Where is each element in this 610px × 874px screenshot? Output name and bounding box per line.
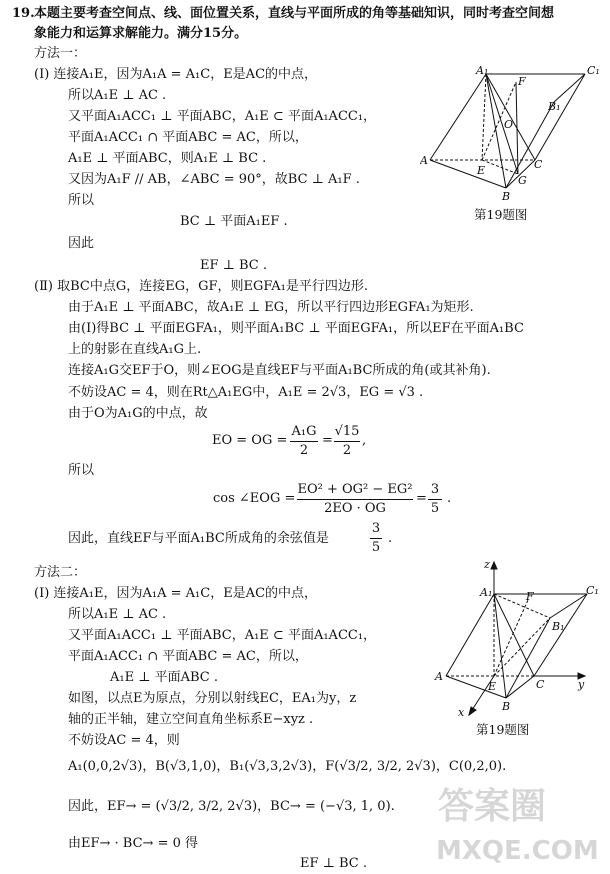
m2-line: 又平面A₁ACC₁ ⊥ 平面ABC，A₁E ⊂ 平面A₁ACC₁， xyxy=(68,628,377,643)
fig1-label-C1: C₁ xyxy=(587,64,600,77)
m1-line: EF ⊥ BC . xyxy=(200,258,268,273)
figure-1-prism xyxy=(420,58,610,220)
eq2-numerator: EO² + OG² − EG² xyxy=(297,482,413,497)
eq2-left: cos ∠EOG = xyxy=(213,491,296,506)
m1-line: A₁E ⊥ 平面ABC，则A₁E ⊥ BC . xyxy=(68,151,267,166)
m2-line: 不妨设AC = 4，则 xyxy=(68,733,180,748)
final-line: EF ⊥ BC . xyxy=(300,856,368,871)
eq1-comma: , xyxy=(362,433,367,448)
eq2-denominator2: 5 xyxy=(430,501,440,516)
m2-line: 轴的正半轴，建立空间直角坐标系E−xyz . xyxy=(68,712,314,727)
problem-intro-line1: 本题主要考查空间点、线、面位置关系，直线与平面所成的角等基础知识，同时考查空间想 xyxy=(34,6,555,21)
fig2-label-A: A xyxy=(435,670,443,683)
dot-product-line: 由EF→ · BC→ = 0 得 xyxy=(68,836,198,851)
fig1-label-A1: A₁ xyxy=(476,64,489,77)
fig2-label-B1: B₁ xyxy=(552,620,565,633)
m2-line: 所以A₁E ⊥ AC . xyxy=(68,607,167,622)
m2-line: A₁E ⊥ 平面ABC . xyxy=(110,670,218,685)
m1-part2-line: (Ⅱ) 取BC中点G，连接EG，GF，则EGFA₁是平行四边形. xyxy=(34,279,369,294)
eq2-denominator: 2EO · OG xyxy=(324,501,386,516)
m1-line: 又平面A₁ACC₁ ⊥ 平面ABC，A₁E ⊂ 平面A₁ACC₁， xyxy=(68,109,377,124)
m2-line: 平面A₁ACC₁ ∩ 平面ABC = AC，所以， xyxy=(68,649,308,664)
fig2-label-C: C xyxy=(536,678,545,691)
fraction-bar xyxy=(290,441,318,442)
m1-part2-line: 由(Ⅰ)得BC ⊥ 平面EGFA₁，则平面A₁BC ⊥ 平面EGFA₁，所以EF在平面A₁BC xyxy=(68,321,524,336)
fig2-label-B: B xyxy=(502,700,511,713)
vector-line: 因此，EF→ = (√3/2, 3/2, 2√3)，BC→ = (−√3, 1, 0). xyxy=(68,799,395,814)
fig1-label-E: E xyxy=(477,164,486,177)
m1-part2-line: 上的射影在直线A₁G上. xyxy=(68,342,202,357)
fig2-label-y: y xyxy=(578,678,585,691)
eq1-numerator: A₁G xyxy=(291,424,317,439)
m1-line: (Ⅰ) 连接A₁E，因为A₁A = A₁C，E是AC的中点， xyxy=(34,67,318,82)
m1-line: 所以 xyxy=(68,193,95,208)
fig1-label-A: A xyxy=(420,154,428,167)
fig2-label-A1: A₁ xyxy=(480,586,493,599)
method2-heading: 方法二： xyxy=(34,565,87,580)
fig2-label-x: x xyxy=(458,706,465,719)
m2-line: 如图，以点E为原点，分别以射线EC，EA₁为y，z xyxy=(68,691,357,706)
fig1-label-O: O xyxy=(504,118,514,131)
conclusion-text: 因此，直线EF与平面A₁BC所成角的余弦值是 xyxy=(68,531,329,546)
coordinates-line: A₁(0,0,2√3)，B(√3,1,0)，B₁(√3,3,2√3)，F(√3/2, 3/2, 2√3)，C(0,2,0). xyxy=(68,759,507,774)
eq1-denominator2: 2 xyxy=(342,443,352,458)
eq1-equals: = xyxy=(322,433,333,448)
m2-line: (Ⅰ) 连接A₁E，因为A₁A = A₁C，E是AC的中点， xyxy=(34,586,318,601)
eq2-numerator2: 3 xyxy=(430,482,440,497)
conclusion-period: . xyxy=(388,531,393,546)
m1-part2-line: 由于A₁E ⊥ 平面ABC，故A₁E ⊥ EG，所以平行四边形EGFA₁为矩形. xyxy=(68,300,474,315)
fig2-label-E: E xyxy=(488,680,497,693)
watermark-logo: 答案圈 xyxy=(438,786,547,827)
fig1-label-B: B xyxy=(502,190,511,203)
conclusion-numerator: 3 xyxy=(371,521,381,536)
figure-2-caption: 第19题图 xyxy=(476,722,530,737)
method1-heading: 方法一： xyxy=(34,46,87,61)
fig1-label-G: G xyxy=(518,174,527,187)
eq1-left: EO = OG = xyxy=(212,433,288,448)
fig1-label-F: F xyxy=(518,75,526,88)
fraction-bar xyxy=(428,499,442,500)
problem-number: 19. xyxy=(12,6,35,21)
m1-line: 平面A₁ACC₁ ∩ 平面ABC = AC，所以， xyxy=(68,130,308,145)
watermark-url: MXQE.COM xyxy=(436,836,599,866)
conclusion-denominator: 5 xyxy=(371,540,381,555)
figure-1-caption: 第19题图 xyxy=(474,207,528,222)
eq1-denominator: 2 xyxy=(299,443,309,458)
fig1-label-B1: B₁ xyxy=(548,100,561,113)
fraction-bar xyxy=(297,499,413,500)
m1-part2-line: 不妨设AC = 4，则在Rt△A₁EG中，A₁E = 2√3，EG = √3 . xyxy=(68,385,424,400)
fraction-bar xyxy=(334,441,360,442)
m1-part2-line: 由于O为A₁G的中点，故 xyxy=(68,406,208,421)
fig2-label-z: z xyxy=(484,558,490,571)
m1-line: BC ⊥ 平面A₁EF . xyxy=(180,214,288,229)
eq2-equals: = xyxy=(416,491,427,506)
eq2-period: . xyxy=(447,491,452,506)
fraction-bar xyxy=(370,538,382,539)
fig1-label-C: C xyxy=(534,158,543,171)
m1-line: 因此 xyxy=(68,236,95,251)
fig2-label-C1: C₁ xyxy=(586,584,599,597)
eq1-numerator2: √15 xyxy=(334,424,360,439)
problem-intro-line2: 象能力和运算求解能力。满分15分。 xyxy=(34,26,248,41)
m1-line: 又因为A₁F // AB，∠ABC = 90°，故BC ⊥ A₁F . xyxy=(68,172,360,187)
so-line: 所以 xyxy=(68,463,95,478)
m1-part2-line: 连接A₁G交EF于O，则∠EOG是直线EF与平面A₁BC所成的角(或其补角). xyxy=(68,363,491,378)
fig2-label-F: F xyxy=(526,590,534,603)
m1-line: 所以A₁E ⊥ AC . xyxy=(68,88,167,103)
figure-2-coordinate-prism xyxy=(432,558,610,722)
